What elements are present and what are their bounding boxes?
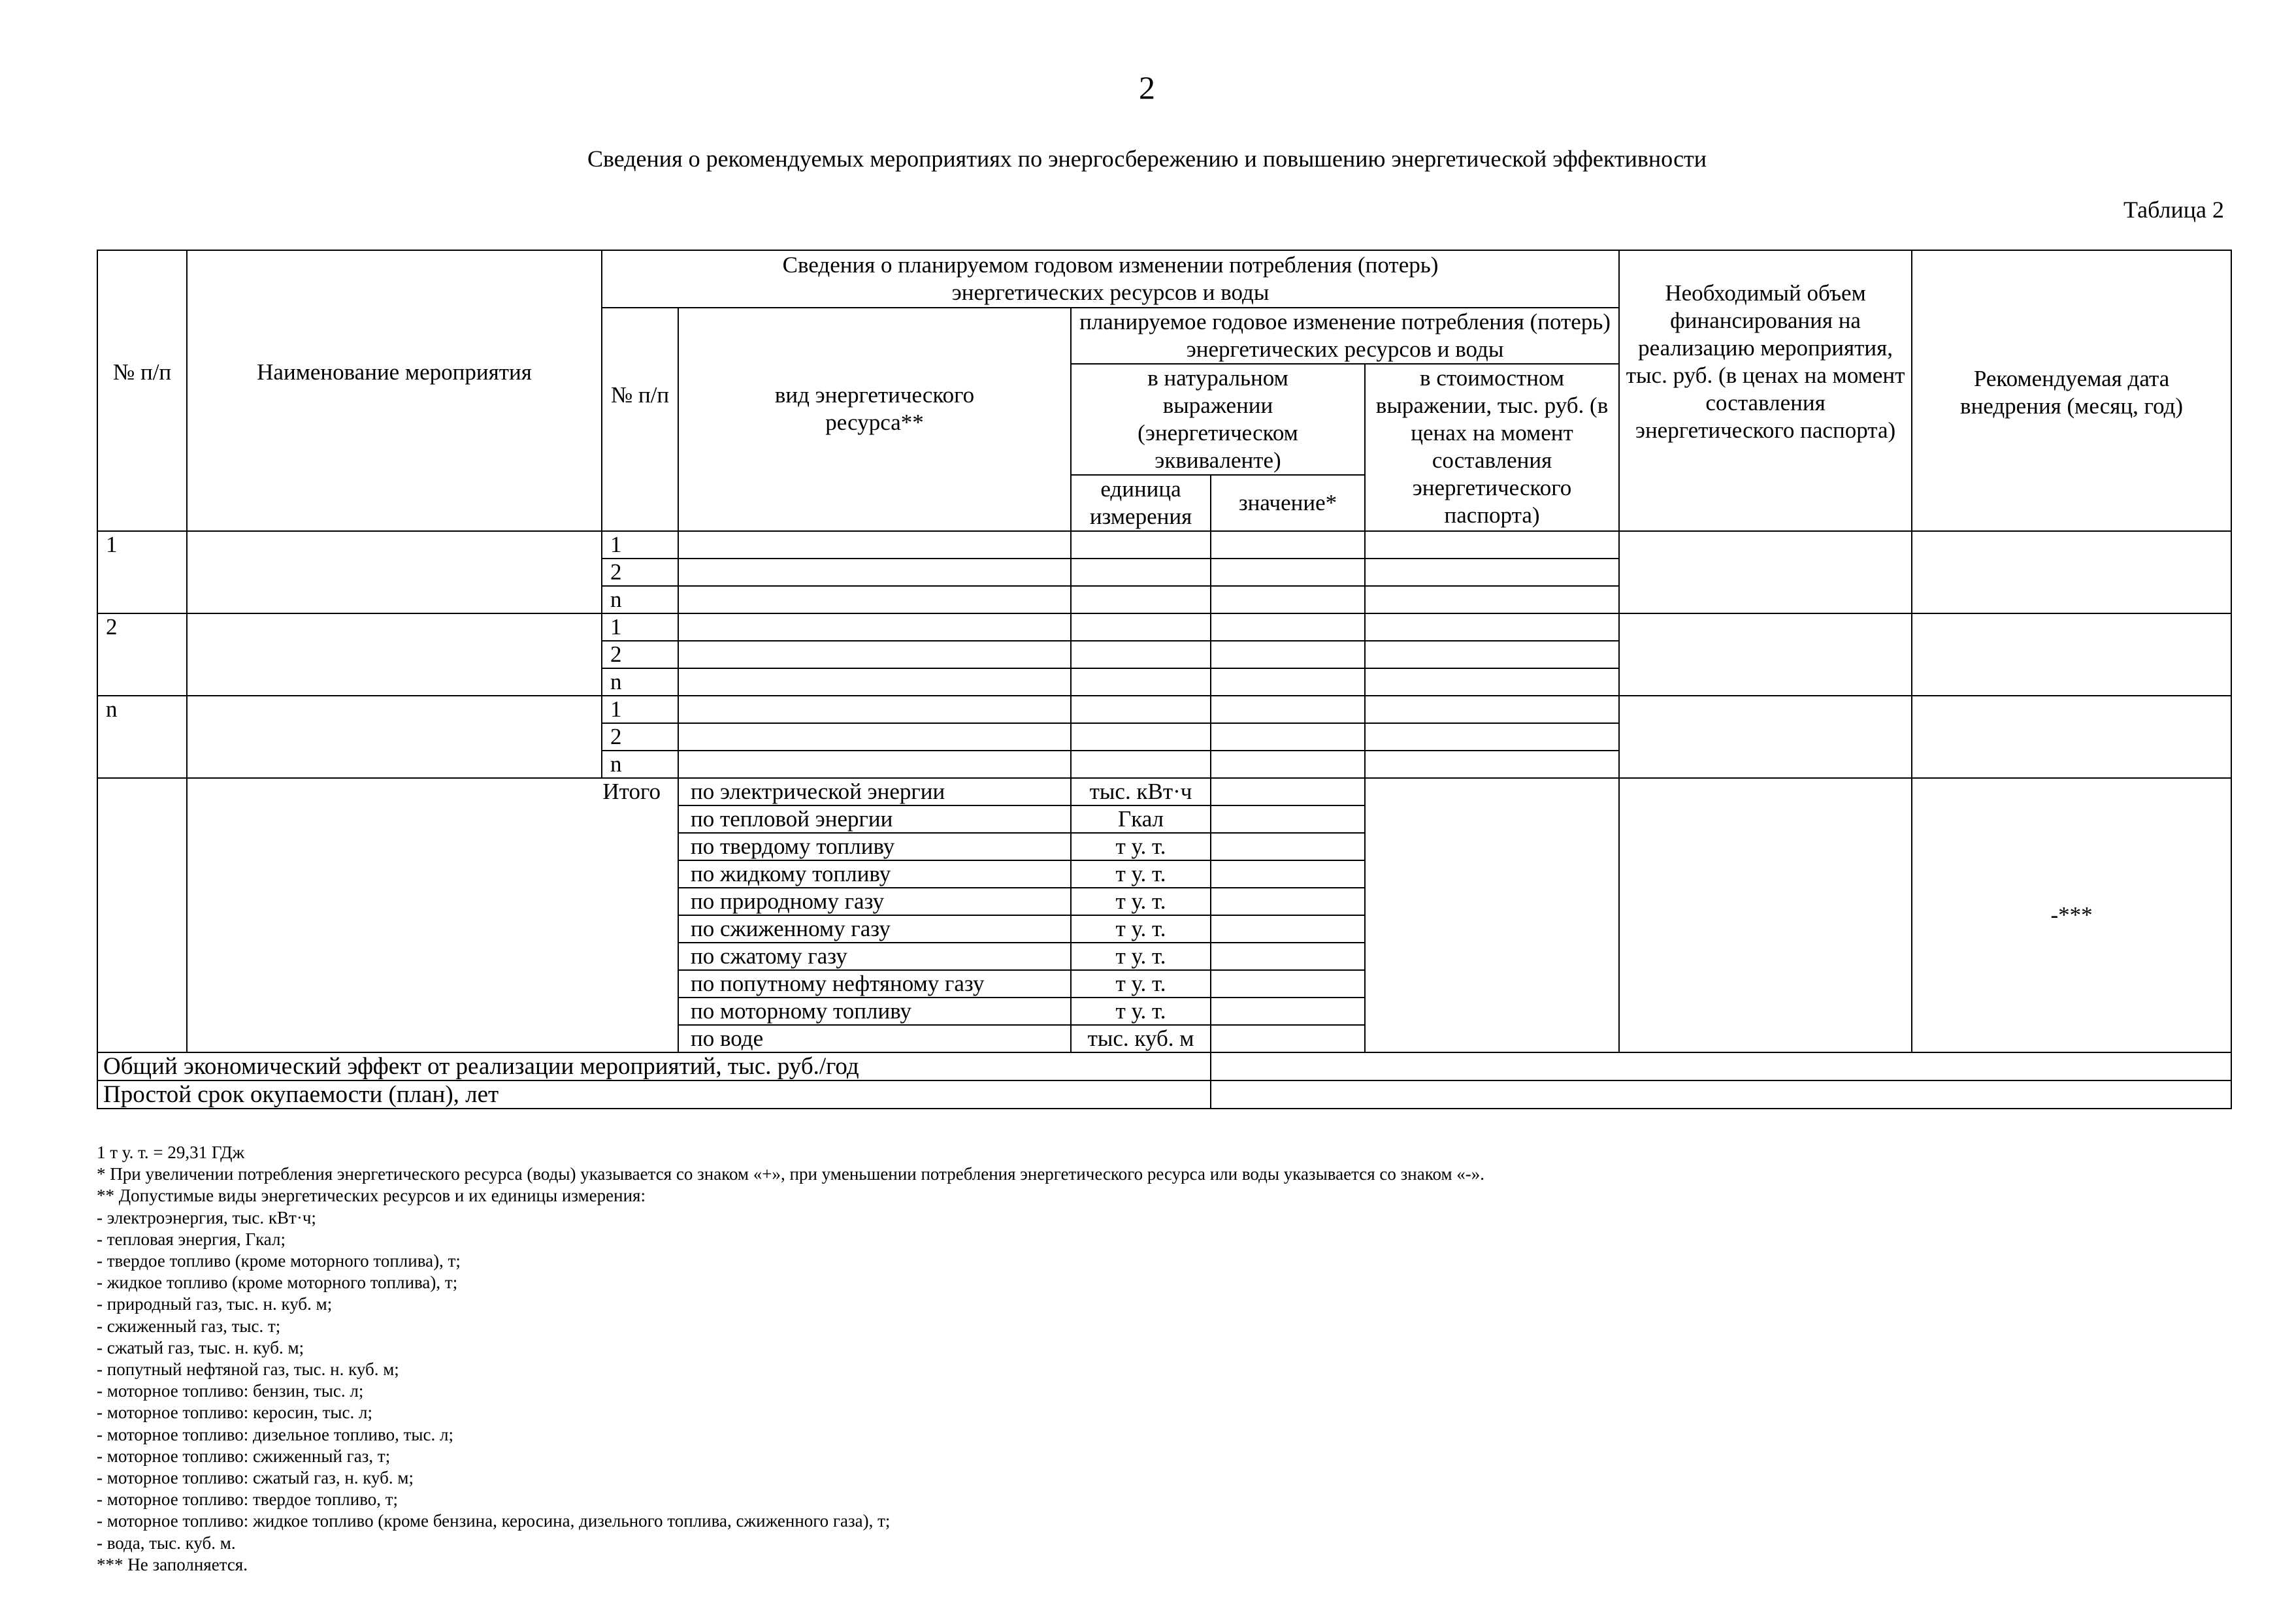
total-resource: по воде: [678, 1025, 1071, 1052]
date-cell: [1912, 613, 2231, 696]
footnote-line: - моторное топливо: твердое топливо, т;: [97, 1489, 399, 1510]
value-cell: [1211, 586, 1365, 613]
footnote-line: - твердое топливо (кроме моторного топлива), т;: [97, 1251, 461, 1271]
resource-type-cell: [678, 531, 1071, 559]
cost-cell: [1365, 559, 1619, 586]
header-unit: единица измерения: [1071, 475, 1211, 531]
value-cell: [1211, 641, 1365, 668]
table-label: Таблица 2: [2123, 197, 2224, 223]
summary-value-cell: [1211, 1080, 2231, 1109]
header-value: значение*: [1211, 475, 1365, 531]
total-resource: по жидкому топливу: [678, 860, 1071, 888]
resource-type-cell: [678, 641, 1071, 668]
total-resource: по тепловой энергии: [678, 805, 1071, 833]
unit-cell: [1071, 696, 1211, 723]
unit-cell: [1071, 668, 1211, 696]
total-value-cell: [1211, 970, 1365, 998]
footnote-line: - моторное топливо: сжатый газ, н. куб. м;: [97, 1468, 414, 1488]
measure-name-cell: [187, 696, 602, 778]
value-cell: [1211, 531, 1365, 559]
footnote-line: * При увеличении потребления энергетического ресурса (воды) указывается со знаком «+», при уменьшении потребления энергетического ресурса или воды указывается со знаком «-».: [97, 1164, 1485, 1184]
value-cell: [1211, 751, 1365, 778]
total-value-cell: [1211, 915, 1365, 943]
total-resource: по сжатому газу: [678, 943, 1071, 970]
sub-num: n: [602, 751, 678, 778]
total-value-cell: [1211, 805, 1365, 833]
sub-num: 1: [602, 696, 678, 723]
total-value-cell: [1211, 833, 1365, 860]
resource-type-cell: [678, 559, 1071, 586]
cost-cell: [1365, 723, 1619, 751]
unit-cell: [1071, 751, 1211, 778]
summary-row: [97, 1052, 2231, 1080]
sub-num: 1: [602, 531, 678, 559]
cost-cell: [1365, 613, 1619, 641]
total-value-cell: [1211, 888, 1365, 915]
total-resource: по сжиженному газу: [678, 915, 1071, 943]
cost-cell: [1365, 531, 1619, 559]
resource-type-cell: [678, 751, 1071, 778]
sub-num: n: [602, 586, 678, 613]
header-cost: в стоимостном выражении, тыс. руб. (в ценах на момент составления энергетического паспорта): [1365, 364, 1619, 531]
total-unit: Гкал: [1071, 805, 1211, 833]
summary-value-cell: [1211, 1052, 2231, 1080]
header-natural: в натуральном выражении (энергетическом эквиваленте): [1071, 364, 1365, 475]
total-resource: по попутному нефтяному газу: [678, 970, 1071, 998]
resource-type-cell: [678, 668, 1071, 696]
header-date: Рекомендуемая дата внедрения (месяц, год): [1912, 250, 2231, 531]
unit-cell: [1071, 641, 1211, 668]
unit-cell: [1071, 723, 1211, 751]
footnote-line: - сжиженный газ, тыс. т;: [97, 1316, 281, 1336]
total-label: Итого: [187, 778, 678, 1052]
total-value-cell: [1211, 1025, 1365, 1052]
footnote-line: - моторное топливо: сжиженный газ, т;: [97, 1446, 391, 1466]
footnote-line: - моторное топливо: бензин, тыс. л;: [97, 1381, 364, 1401]
measures-table: [97, 250, 2232, 1109]
document-title: Сведения о рекомендуемых мероприятиях по энергосбережению и повышению энергетической эффективности: [587, 146, 1707, 172]
header-resource-type: вид энергетического ресурса**: [678, 308, 1071, 531]
total-unit: т у. т.: [1071, 860, 1211, 888]
resource-type-cell: [678, 696, 1071, 723]
cost-cell: [1365, 696, 1619, 723]
total-value-cell: [1211, 860, 1365, 888]
total-value-cell: [1211, 998, 1365, 1025]
table-row: [97, 613, 2231, 641]
footnote-line: - вода, тыс. куб. м.: [97, 1533, 236, 1553]
footnote-line: 1 т у. т. = 29,31 ГДж: [97, 1143, 245, 1162]
measure-name-cell: [187, 613, 602, 696]
total-resource: по электрической энергии: [678, 778, 1071, 805]
unit-cell: [1071, 531, 1211, 559]
cost-cell: [1365, 641, 1619, 668]
unit-cell: [1071, 586, 1211, 613]
header-financing: Необходимый объем финансирования на реализацию мероприятия, тыс. руб. (в ценах на момент составления энергетического паспорта): [1619, 250, 1912, 531]
summary-label-economic-effect: Общий экономический эффект от реализации мероприятий, тыс. руб./год: [97, 1052, 1211, 1080]
value-cell: [1211, 723, 1365, 751]
total-resource: по моторному топливу: [678, 998, 1071, 1025]
footnote-line: - тепловая энергия, Гкал;: [97, 1229, 286, 1249]
footnote-line: - электроэнергия, тыс. кВт·ч;: [97, 1207, 316, 1227]
total-unit: т у. т.: [1071, 833, 1211, 860]
header-measure-name: Наименование мероприятия: [187, 250, 602, 531]
summary-label-payback: Простой срок окупаемости (план), лет: [97, 1080, 1211, 1109]
date-cell: [1912, 531, 2231, 613]
header-sub-num: № п/п: [602, 308, 678, 531]
page-number: 2: [1139, 69, 1155, 106]
total-unit: т у. т.: [1071, 888, 1211, 915]
resource-type-cell: [678, 723, 1071, 751]
footnote-line: - природный газ, тыс. н. куб. м;: [97, 1294, 333, 1314]
header-planned-change: планируемое годовое изменение потребления (потерь) энергетических ресурсов и воды: [1071, 308, 1619, 364]
total-resource: по природному газу: [678, 888, 1071, 915]
footnote-line: - жидкое топливо (кроме моторного топлива), т;: [97, 1273, 458, 1293]
total-unit: тыс. куб. м: [1071, 1025, 1211, 1052]
date-cell: [1912, 696, 2231, 778]
footnote-line: - моторное топливо: керосин, тыс. л;: [97, 1403, 372, 1423]
total-unit: т у. т.: [1071, 970, 1211, 998]
total-row: [97, 778, 2231, 805]
header-planned-info: Сведения о планируемом годовом изменении потребления (потерь) энергетических ресурсов и воды: [602, 250, 1619, 308]
value-cell: [1211, 613, 1365, 641]
table-row: [97, 696, 2231, 723]
financing-cell: [1619, 613, 1912, 696]
sub-num: 1: [602, 613, 678, 641]
resource-type-cell: [678, 586, 1071, 613]
cost-cell: [1365, 751, 1619, 778]
sub-num: 2: [602, 641, 678, 668]
cost-cell: [1365, 586, 1619, 613]
value-cell: [1211, 559, 1365, 586]
financing-cell: [1619, 696, 1912, 778]
total-unit: т у. т.: [1071, 915, 1211, 943]
cost-cell: [1365, 668, 1619, 696]
unit-cell: [1071, 613, 1211, 641]
unit-cell: [1071, 559, 1211, 586]
measure-name-cell: [187, 531, 602, 613]
resource-type-cell: [678, 613, 1071, 641]
header-num: № п/п: [97, 250, 187, 531]
total-unit: т у. т.: [1071, 943, 1211, 970]
footnote-line: - моторное топливо: жидкое топливо (кроме бензина, керосина, дизельного топлива, сжиженного газа), т;: [97, 1511, 891, 1531]
total-unit: т у. т.: [1071, 998, 1211, 1025]
footnote-line: ** Допустимые виды энергетических ресурсов и их единицы измерения:: [97, 1186, 646, 1206]
footnote-line: - попутный нефтяной газ, тыс. н. куб. м;: [97, 1359, 399, 1380]
total-num-cell: [97, 778, 187, 1052]
measure-num: n: [97, 696, 187, 778]
table-row: [97, 531, 2231, 559]
total-value-cell: [1211, 778, 1365, 805]
footnote-line: - моторное топливо: дизельное топливо, тыс. л;: [97, 1424, 453, 1444]
sub-num: n: [602, 668, 678, 696]
measure-num: 2: [97, 613, 187, 696]
summary-row: [97, 1080, 2231, 1109]
sub-num: 2: [602, 559, 678, 586]
value-cell: [1211, 668, 1365, 696]
date-not-filled: -***: [1912, 778, 2231, 1052]
total-resource: по твердому топливу: [678, 833, 1071, 860]
value-cell: [1211, 696, 1365, 723]
total-cost-cell: [1365, 778, 1619, 1052]
sub-num: 2: [602, 723, 678, 751]
footnote-line: - сжатый газ, тыс. н. куб. м;: [97, 1337, 304, 1357]
financing-cell: [1619, 531, 1912, 613]
total-financing-cell: [1619, 778, 1912, 1052]
total-value-cell: [1211, 943, 1365, 970]
footnote-line: *** Не заполняется.: [97, 1554, 248, 1574]
measure-num: 1: [97, 531, 187, 613]
footnotes: [97, 1142, 1484, 1576]
total-unit: тыс. кВт·ч: [1071, 778, 1211, 805]
